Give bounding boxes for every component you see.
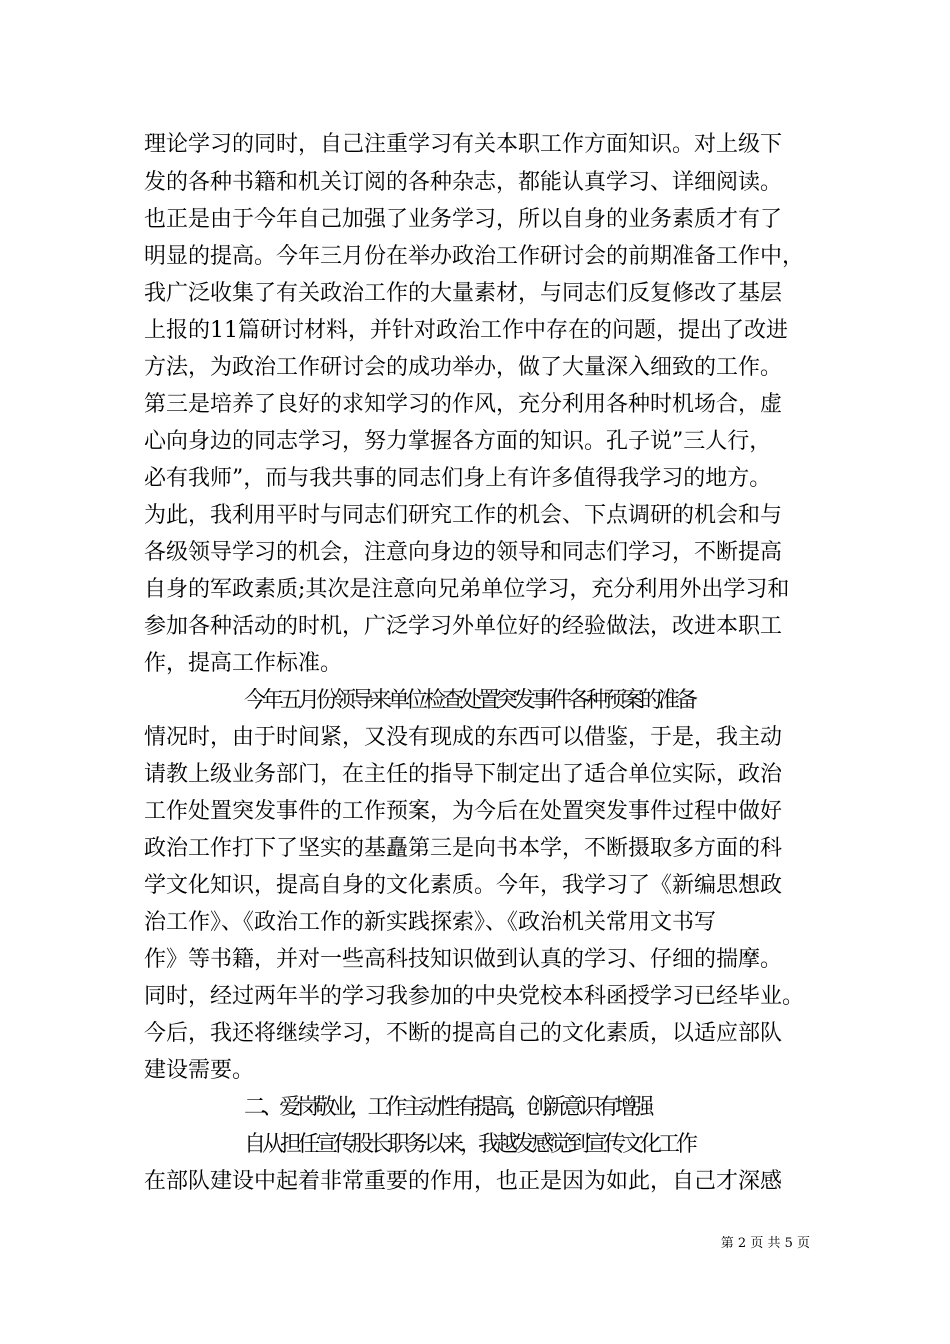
text-line: 政治工作打下了坚实的基矗第三是向书本学，不断摄取多方面的科 — [144, 836, 783, 861]
text-line: 必有我师”，而与我共事的同志们身上有许多值得我学习的地方。 — [144, 466, 772, 491]
text-line: 在部队建设中起着非常重要的作用，也正是因为如此，自己才深感 — [144, 1169, 783, 1194]
text-line: 工作处置突发事件的工作预案，为今后在处置突发事件过程中做好 — [144, 799, 783, 824]
text-line: 第三是培养了良好的求知学习的作风，充分利用各种时机场合，虚 — [144, 392, 783, 417]
text-line: 情况时，由于时间紧，又没有现成的东西可以借鉴，于是，我主动 — [144, 725, 783, 750]
text-line: 今后，我还将继续学习，不断的提高自己的文化素质，以适应部队 — [144, 1021, 783, 1046]
text-line: 作，提高工作标准。 — [144, 651, 343, 676]
text-line: 作》等书籍，并对一些高科技知识做到认真的学习、仔细的揣摩。 — [144, 947, 783, 972]
text-line: 各级领导学习的机会，注意向身边的领导和同志们学习，不断提高 — [144, 540, 783, 565]
text-line: 我广泛收集了有关政治工作的大量素材，与同志们反复修改了基层 — [144, 281, 783, 306]
text-line: 自身的军政素质;其次是注意向兄弟单位学习，充分利用外出学习和 — [144, 577, 790, 602]
text-line: 自从担任宣传股长职务以来，我越发感觉到宣传文化工作 — [244, 1132, 695, 1157]
text-line: 学文化知识，提高自身的文化素质。今年，我学习了《新编思想政 — [144, 873, 783, 898]
text-line: 建设需要。 — [144, 1058, 255, 1083]
text-line: 治工作》、《政治工作的新实践探索》、《政治机关常用文书写 — [144, 910, 717, 935]
text-line: 也正是由于今年自己加强了业务学习，所以自身的业务素质才有了 — [144, 207, 783, 232]
text-line: 理论学习的同时，自己注重学习有关本职工作方面知识。对上级下 — [144, 132, 783, 157]
text-line: 为此，我利用平时与同志们研究工作的机会、下点调研的机会和与 — [144, 503, 783, 528]
text-line: 同时，经过两年半的学习我参加的中央党校本科函授学习已经毕业。 — [144, 984, 805, 1009]
text-line: 明显的提高。今年三月份在举办政治工作研讨会的前期准备工作中， — [144, 244, 805, 269]
text-line: 今年五月份领导来单位检查处置突发事件各种预案的准备 — [244, 688, 695, 713]
text-line: 方法，为政治工作研讨会的成功举办，做了大量深入细致的工作。 — [144, 355, 783, 380]
page-number-footer: 第 2 页 共 5 页 — [720, 1236, 810, 1251]
text-line: 心向身边的同志学习，努力掌握各方面的知识。孔子说”三人行， — [144, 429, 772, 454]
section-heading: 二、爱岗敬业，工作主动性有提高，创新意识有增强 — [244, 1095, 651, 1120]
text-line: 发的各种书籍和机关订阅的各种杂志，都能认真学习、详细阅读。 — [144, 170, 783, 195]
text-line: 参加各种活动的时机，广泛学习外单位好的经验做法，改进本职工 — [144, 614, 783, 639]
text-line: 请教上级业务部门，在主任的指导下制定出了适合单位实际，政治 — [144, 762, 783, 787]
text-line: 上报的11篇研讨材料，并针对政治工作中存在的问题，提出了改进 — [144, 318, 788, 343]
